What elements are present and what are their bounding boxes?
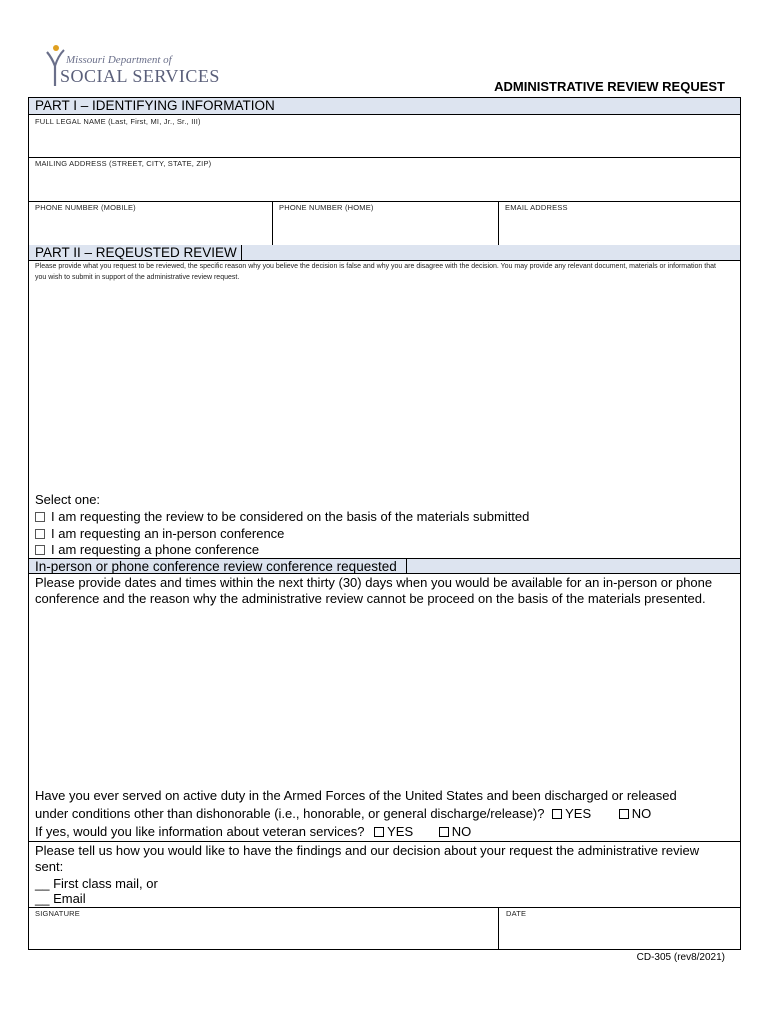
review-request-form [28, 97, 741, 950]
veteran-question-line2: under conditions other than dishonorable (i.e., honorable, or general discharge/release)? [35, 806, 545, 821]
option-phone[interactable] [35, 542, 259, 558]
conference-instructions: Please provide dates and times within the next thirty (30) days when you would be available for an in-person or phone conference and the reason why the administrative review cannot be proceed on the basis of the materials presented. [35, 575, 713, 606]
services-no-checkbox[interactable] [439, 827, 449, 837]
veteran-question-line1: Have you ever served on active duty in the Armed Forces of the United States and been discharged or released [35, 788, 677, 803]
phone-mobile-label: PHONE NUMBER (MOBILE) [35, 203, 136, 212]
in-person-checkbox[interactable] [35, 529, 45, 539]
email-address-field[interactable] [499, 202, 742, 245]
conference-availability-textarea[interactable] [29, 626, 740, 786]
part2-instructions: Please provide what you request to be reviewed, the specific reason why you believe the decision is false and why you are disagree with the decision. You may provide any relevant document, materials or information that you wish to submit in support of the administrative review request. [35, 263, 716, 281]
logo-agency-text: SOCIAL SERVICES [60, 66, 220, 86]
services-yes-checkbox[interactable] [374, 827, 384, 837]
mailing-address-field[interactable] [29, 158, 740, 201]
review-request-textarea[interactable] [29, 284, 740, 490]
full-name-label: FULL LEGAL NAME (Last, First, MI, Jr., Sr., III) [35, 117, 201, 126]
phone-home-field[interactable] [273, 202, 498, 245]
services-no-label: NO [451, 824, 472, 839]
part2-heading: PART II – REQEUSTED REVIEW [29, 245, 242, 261]
document-title: ADMINISTRATIVE REVIEW REQUEST [494, 79, 725, 94]
veteran-no-option[interactable] [619, 806, 652, 821]
services-yes-label: YES [387, 824, 414, 839]
part1-heading: PART I – IDENTIFYING INFORMATION [29, 98, 740, 115]
date-label: DATE [506, 909, 527, 918]
agency-logo [44, 40, 244, 90]
logo-department-text: Missouri Department of [66, 54, 172, 66]
veteran-yes-option[interactable] [552, 806, 591, 821]
phone-mobile-field[interactable] [29, 202, 272, 245]
option-in-person[interactable] [35, 526, 284, 542]
conference-heading-band [407, 558, 740, 574]
services-yes-option[interactable] [374, 824, 413, 839]
veteran-services-question: If yes, would you like information about veteran services? [35, 824, 365, 839]
phone-checkbox[interactable] [35, 545, 45, 555]
email-address-label: EMAIL ADDRESS [505, 203, 568, 212]
signature-field[interactable] [29, 908, 498, 950]
conference-heading: In-person or phone conference review conference requested [29, 558, 407, 574]
veteran-no-label: NO [631, 806, 652, 821]
option-materials[interactable] [35, 509, 529, 525]
form-id: CD-305 (rev8/2021) [636, 952, 725, 963]
part2-heading-band [242, 245, 740, 261]
option-in-person-label: I am requesting an in-person conference [51, 526, 285, 541]
phone-home-label: PHONE NUMBER (HOME) [279, 203, 374, 212]
veteran-yes-checkbox[interactable] [552, 809, 562, 819]
select-one-label: Select one: [35, 492, 101, 507]
mailing-address-label: MAILING ADDRESS (STREET, CITY, STATE, ZIP) [35, 159, 212, 168]
signature-label: SIGNATURE [35, 909, 80, 918]
services-no-option[interactable] [439, 824, 472, 839]
materials-checkbox[interactable] [35, 512, 45, 522]
veteran-no-checkbox[interactable] [619, 809, 629, 819]
date-field[interactable] [499, 908, 742, 950]
option-first-class-mail[interactable]: __ First class mail, or [35, 876, 158, 891]
divider [29, 841, 740, 842]
veteran-yes-label: YES [565, 806, 592, 821]
full-name-field[interactable] [29, 115, 740, 157]
findings-delivery-question: Please tell us how you would like to have the findings and our decision about your request the administrative review sent: [35, 843, 700, 874]
option-phone-label: I am requesting a phone conference [51, 542, 260, 557]
option-materials-label: I am requesting the review to be considered on the basis of the materials submitted [51, 509, 530, 524]
veteran-question-line2-row [35, 806, 651, 822]
option-email-delivery[interactable]: __ Email [35, 891, 86, 906]
veteran-services-row [35, 824, 471, 840]
